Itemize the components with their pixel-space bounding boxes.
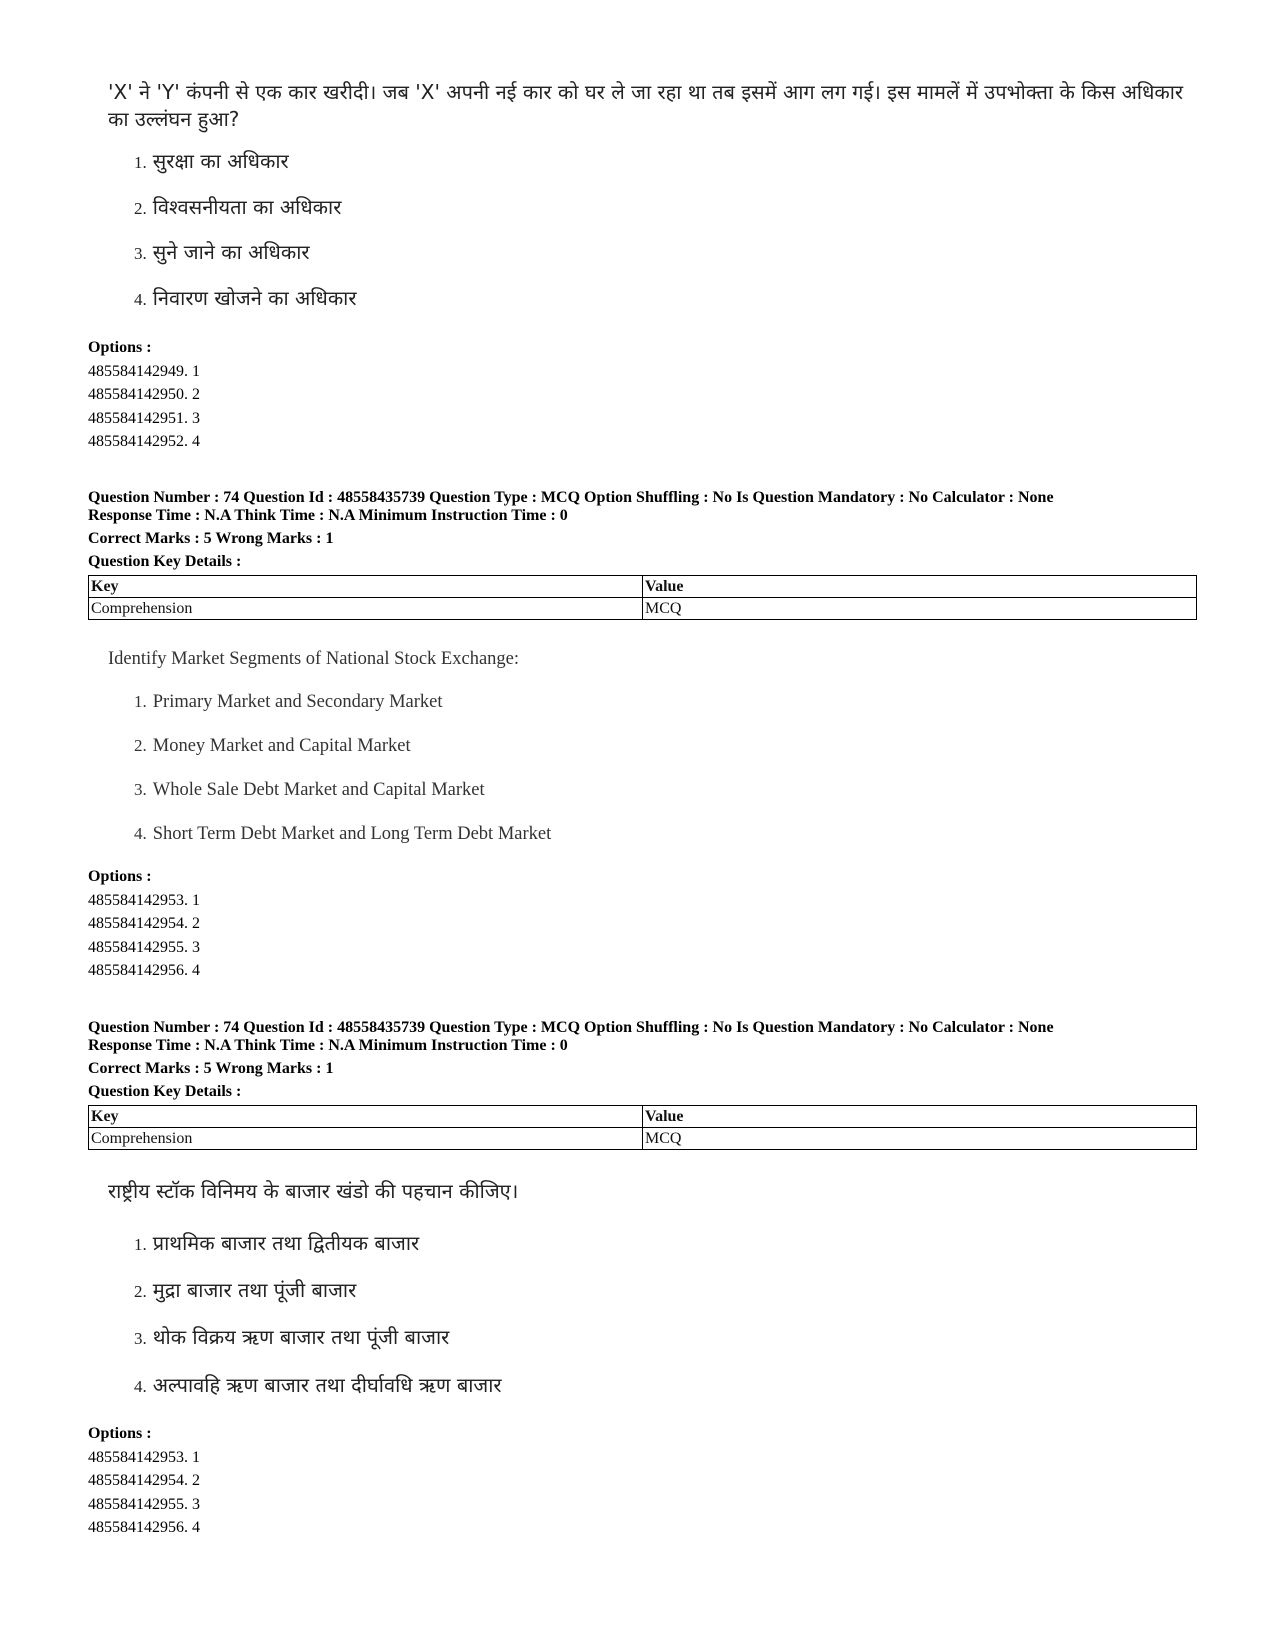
table-row [89,1128,1197,1150]
table-cell-value: MCQ [643,1128,1197,1150]
option-id: 485584142956. 4 [88,961,200,979]
question-meta-line1: Question Number : 74 Question Id : 48558435739 Question Type : MCQ Option Shuffling : No Is Question Mandatory : No Calculator : None [88,489,1054,506]
choice-number: 3. [134,780,147,799]
choice-item [134,734,411,758]
question-text-english: Identify Market Segments of National Stock Exchange: [108,649,520,669]
choice-number: 1. [134,692,147,711]
choice-text: Short Term Debt Market and Long Term Debt Market [152,824,552,844]
question-meta-line2: Response Time : N.A Think Time : N.A Minimum Instruction Time : 0 [88,507,568,524]
option-id: 485584142955. 3 [88,1495,200,1513]
options-list [88,889,200,982]
choice-number: 2. [134,736,147,755]
choice-item [134,1231,419,1257]
choice-text: प्राथमिक बाजार तथा द्वितीयक बाजार [152,1231,420,1255]
question-meta-line2: Response Time : N.A Think Time : N.A Minimum Instruction Time : 0 [88,1037,568,1054]
key-details-label: Question Key Details : [88,1083,242,1100]
table-header-row [89,1106,1197,1128]
table-row [89,598,1197,620]
choice-text: मुद्रा बाजार तथा पूंजी बाजार [152,1278,357,1302]
choice-item [134,1325,449,1351]
choice-text: Money Market and Capital Market [152,736,411,756]
choice-item [134,822,551,846]
choice-text: विश्वसनीयता का अधिकार [152,195,342,219]
option-id: 485584142954. 2 [88,915,200,933]
choice-number: 4. [134,1377,147,1396]
choice-number: 2. [134,1282,147,1301]
choice-item [134,286,357,312]
options-list [88,360,200,453]
choice-number: 4. [134,824,147,843]
choice-text: सुने जाने का अधिकार [152,240,310,264]
table-cell-key: Comprehension [89,598,643,620]
option-id: 485584142953. 1 [88,1449,200,1466]
options-label: Options : [88,1425,152,1442]
option-id: 485584142953. 1 [88,892,200,909]
choice-item [134,1373,502,1399]
choice-number: 1. [134,1235,147,1254]
choice-text: Primary Market and Secondary Market [152,692,443,712]
choice-text: थोक विक्रय ऋण बाजार तथा पूंजी बाजार [152,1325,450,1349]
option-id: 485584142956. 4 [88,1518,200,1536]
options-label: Options : [88,339,152,356]
choice-number: 4. [134,290,147,309]
table-cell-key: Comprehension [89,1128,643,1150]
option-id: 485584142954. 2 [88,1472,200,1490]
choice-item [134,778,485,802]
choice-item [134,195,341,221]
table-header-value: Value [643,576,1197,598]
table-header-value: Value [643,1106,1197,1128]
key-details-table [88,575,1197,620]
key-details-label: Question Key Details : [88,553,242,570]
option-id: 485584142955. 3 [88,938,200,956]
choice-item [134,1278,356,1304]
choice-number: 2. [134,199,147,218]
table-header-key: Key [89,576,643,598]
choice-text: सुरक्षा का अधिकार [152,149,289,173]
question-text-hindi: राष्ट्रीय स्टॉक विनिमय के बाजार खंडो की पहचान कीजिए। [108,1179,519,1203]
choice-number: 1. [134,153,147,172]
choice-text: निवारण खोजने का अधिकार [152,286,357,310]
marks-line: Correct Marks : 5 Wrong Marks : 1 [88,1060,334,1077]
marks-line: Correct Marks : 5 Wrong Marks : 1 [88,530,334,547]
option-id: 485584142951. 3 [88,409,200,427]
options-label: Options : [88,868,152,885]
option-id: 485584142949. 1 [88,363,200,380]
choice-text: अल्पावहि ऋण बाजार तथा दीर्घावधि ऋण बाजार [152,1373,502,1397]
option-id: 485584142950. 2 [88,386,200,404]
choice-item [134,149,289,175]
question-meta-line1: Question Number : 74 Question Id : 48558435739 Question Type : MCQ Option Shuffling : No Is Question Mandatory : No Calculator : None [88,1019,1054,1036]
choice-number: 3. [134,1329,147,1348]
table-cell-value: MCQ [643,598,1197,620]
key-details-table [88,1105,1197,1150]
question-text-hindi: 'X' ने 'Y' कंपनी से एक कार खरीदी। जब 'X' अपनी नई कार को घर ले जा रहा था तब इसमें आग लग गई। इस मामलें में उपभोक्ता के किस अधिकार का उल्लंघन हुआ? [108,80,1184,131]
table-header-row [89,576,1197,598]
choice-number: 3. [134,244,147,263]
choice-item [134,690,443,714]
option-id: 485584142952. 4 [88,432,200,450]
choice-text: Whole Sale Debt Market and Capital Market [152,780,485,800]
choice-item [134,240,310,266]
options-list [88,1446,200,1539]
table-header-key: Key [89,1106,643,1128]
